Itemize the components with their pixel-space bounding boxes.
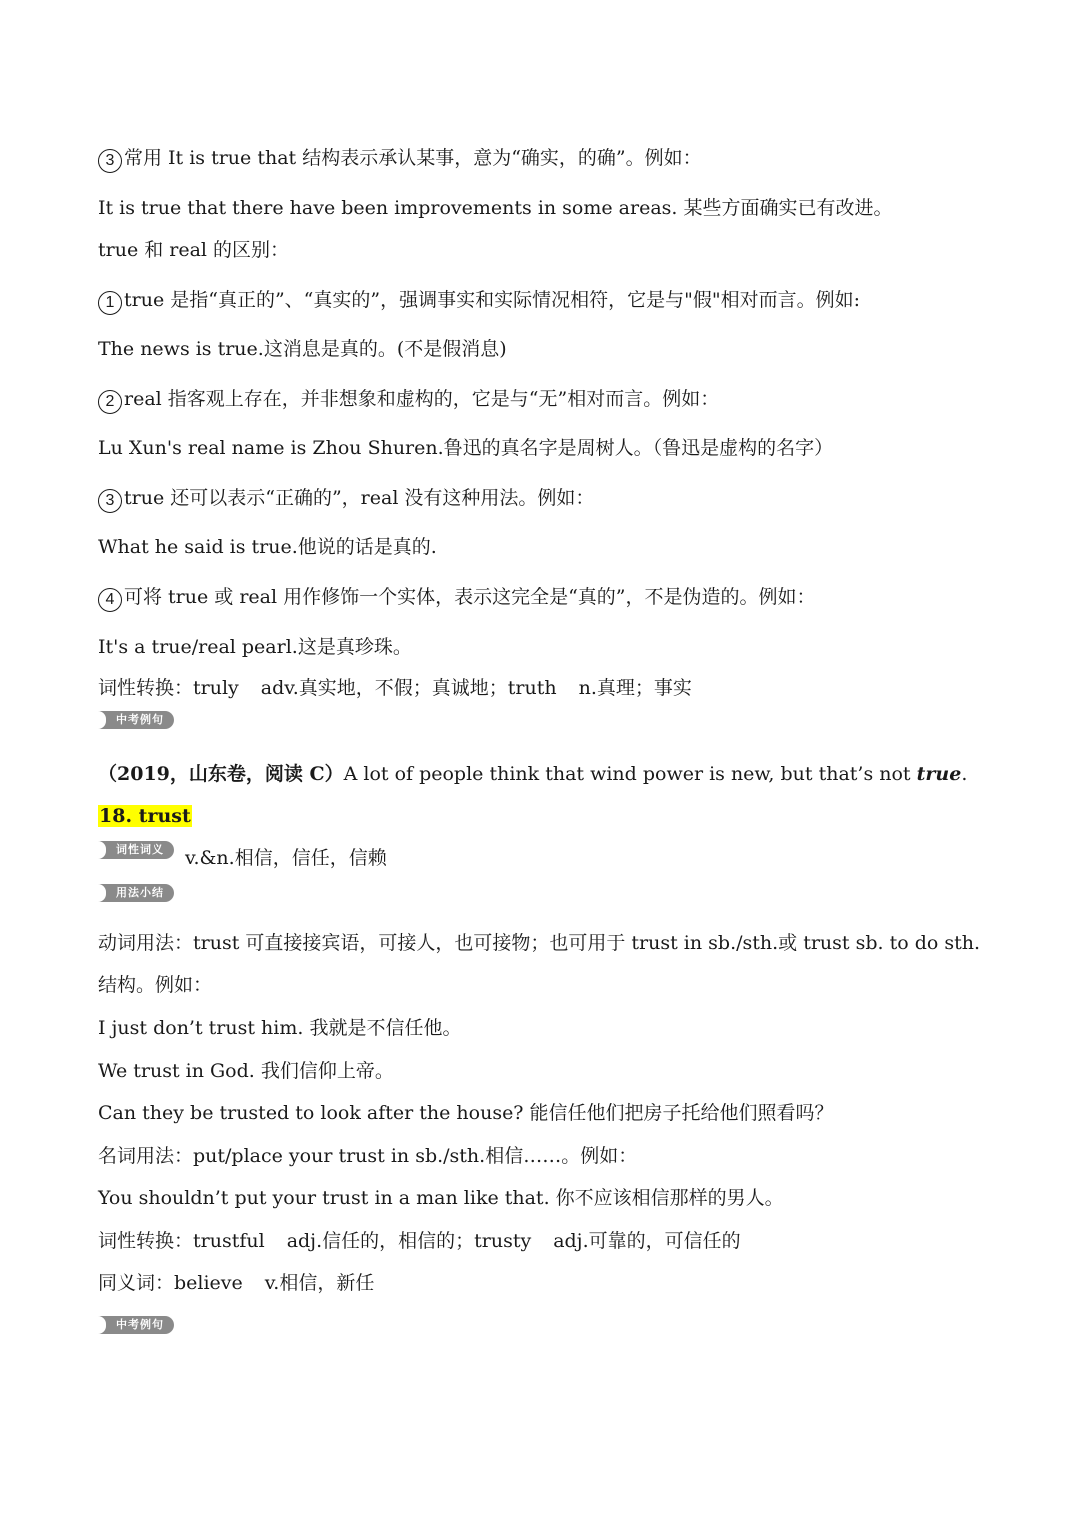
circled-number: 2: [98, 390, 122, 414]
exam-example-tag: 中考例句: [98, 1316, 174, 1334]
difference-4: [98, 584, 816, 612]
exam-keyword: true: [916, 763, 962, 785]
word-heading: [98, 803, 192, 829]
example-sentence: What he said is true.他说的话是真的.: [98, 536, 437, 558]
exam-example-tag: 中考例句: [98, 711, 174, 729]
example-sentence: Lu Xun's real name is Zhou Shuren.鲁迅的真名字是周树人。（鲁迅是虚构的名字）: [98, 437, 834, 459]
exam-source: （2019，山东卷，阅读 C）: [98, 763, 344, 785]
example-sentence: I just don’t trust him. 我就是不信任他。: [98, 1017, 462, 1039]
circled-number: 3: [98, 149, 122, 173]
meaning-tag: 词性词义: [98, 841, 174, 859]
difference-1: [98, 287, 860, 315]
difference-2: [98, 386, 719, 414]
word-meaning: v.&n.相信，信任，信赖: [185, 847, 387, 869]
word-conversion: 词性转换：trustful adj.信任的，相信的；trusty adj.可靠的，可信任的: [98, 1230, 741, 1252]
noun-usage: 名词用法：put/place your trust in sb./sth.相信……。例如：: [98, 1145, 638, 1167]
word-conversion: [98, 675, 692, 701]
difference-title: true 和 real 的区别：: [98, 239, 290, 261]
example-sentence: We trust in God. 我们信仰上帝。: [98, 1060, 394, 1082]
example-sentence: It is true that there have been improvements in some areas. 某些方面确实已有改进。: [98, 197, 893, 219]
point-text: 可将 true 或 real 用作修饰一个实体，表示这完全是“真的”，不是伪造的。例如：: [124, 586, 816, 608]
verb-usage-continued: 结构。例如：: [98, 974, 213, 996]
example-sentence: Can they be trusted to look after the house? 能信任他们把房子托给他们照看吗？: [98, 1102, 834, 1124]
example-sentence: It's a true/real pearl.这是真珍珠。: [98, 636, 412, 658]
difference-3: [98, 485, 594, 513]
usage-tag: 用法小结: [98, 884, 174, 902]
exam-sentence: A lot of people think that wind power is new, but that’s not: [343, 763, 917, 785]
conversion-text: n.真理；事实: [578, 677, 692, 699]
conversion-text: adv.真实地，不假；真诚地；truth: [260, 677, 557, 699]
conversion-label: 词性转换：truly: [98, 677, 239, 699]
point-text: true 是指“真正的”、“真实的”，强调事实和实际情况相符，它是与"假"相对而言。例如:: [124, 289, 860, 311]
point-text: true 还可以表示“正确的”，real 没有这种用法。例如：: [124, 487, 595, 509]
exam-example-1: （2019，山东卷，阅读 C）A lot of people think that wind power is new, but that’s not true.: [98, 763, 968, 785]
synonym: 同义词：believe v.相信，新任: [98, 1272, 375, 1294]
circled-number: 1: [98, 291, 122, 315]
example-sentence: The news is true.这消息是真的。(不是假消息): [98, 338, 507, 360]
point-text: 常用 It is true that 结构表示承认某事，意为“确实，的确”。例如：: [124, 147, 702, 169]
word-title: 18. trust: [99, 805, 191, 827]
circled-number: 3: [98, 489, 122, 513]
point-3-heading: [98, 145, 702, 173]
circled-number: 4: [98, 588, 122, 612]
example-sentence: You shouldn’t put your trust in a man like that. 你不应该相信那样的男人。: [98, 1187, 784, 1209]
point-text: real 指客观上存在，并非想象和虚构的，它是与“无”相对而言。例如：: [124, 388, 720, 410]
verb-usage: 动词用法：trust 可直接接宾语，可接人，也可接物；也可用于 trust in sb./sth.或 trust sb. to do sth.: [98, 932, 980, 954]
